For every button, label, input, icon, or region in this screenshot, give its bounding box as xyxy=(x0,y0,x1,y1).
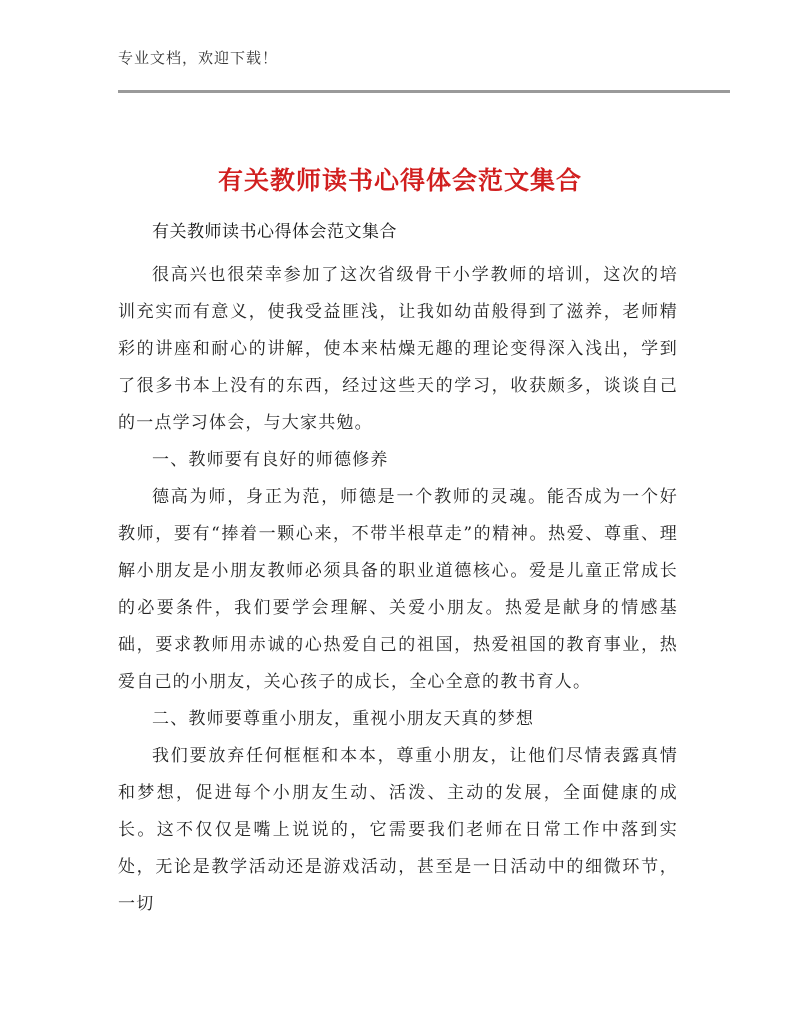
document-subtitle: 有关教师读书心得体会范文集合 xyxy=(152,222,397,242)
header-note: 专业文档，欢迎下载！ xyxy=(118,49,279,67)
section-heading-1: 一、教师要有良好的师德修养 xyxy=(152,450,389,470)
document-title: 有关教师读书心得体会范文集合 xyxy=(217,165,582,195)
intro-paragraph: 很高兴也很荣幸参加了这次省级骨干小学教师的培训，这次的培训充实而有意义，使我受益匪浅，让我如幼苗般得到了滋养，老师精彩的讲座和耐心的讲解，使本来枯燥无趣的理论变得深入浅出，学到了很多书本上没有的东西，经过这些天的学习，收获颇多，谈谈自己的一点学习体会，与大家共勉。 xyxy=(118,265,678,433)
section-paragraph-1: 德高为师，身正为范，师德是一个教师的灵魂。能否成为一个好教师，要有“捧着一颗心来，不带半根草走”的精神。热爱、尊重、理解小朋友是小朋友教师必须具备的职业道德核心。爱是儿童正常成长的必要条件，我们要学会理解、关爱小朋友。热爱是献身的情感基础，要求教师用赤诚的心热爱自己的祖国，热爱祖国的教育事业，热爱自己的小朋友，关心孩子的成长，全心全意的教书育人。 xyxy=(118,487,678,692)
section-paragraph-2: 我们要放弃任何框框和本本，尊重小朋友，让他们尽情表露真情和梦想，促进每个小朋友生动、活泼、主动的发展，全面健康的成长。这不仅仅是嘴上说说的，它需要我们老师在日常工作中落到实处，无论是教学活动还是游戏活动，甚至是一日活动中的细微环节，一切 xyxy=(118,746,678,914)
header-divider xyxy=(118,90,730,93)
section-heading-2: 二、教师要尊重小朋友，重视小朋友天真的梦想 xyxy=(152,709,535,729)
document-body xyxy=(118,214,678,923)
